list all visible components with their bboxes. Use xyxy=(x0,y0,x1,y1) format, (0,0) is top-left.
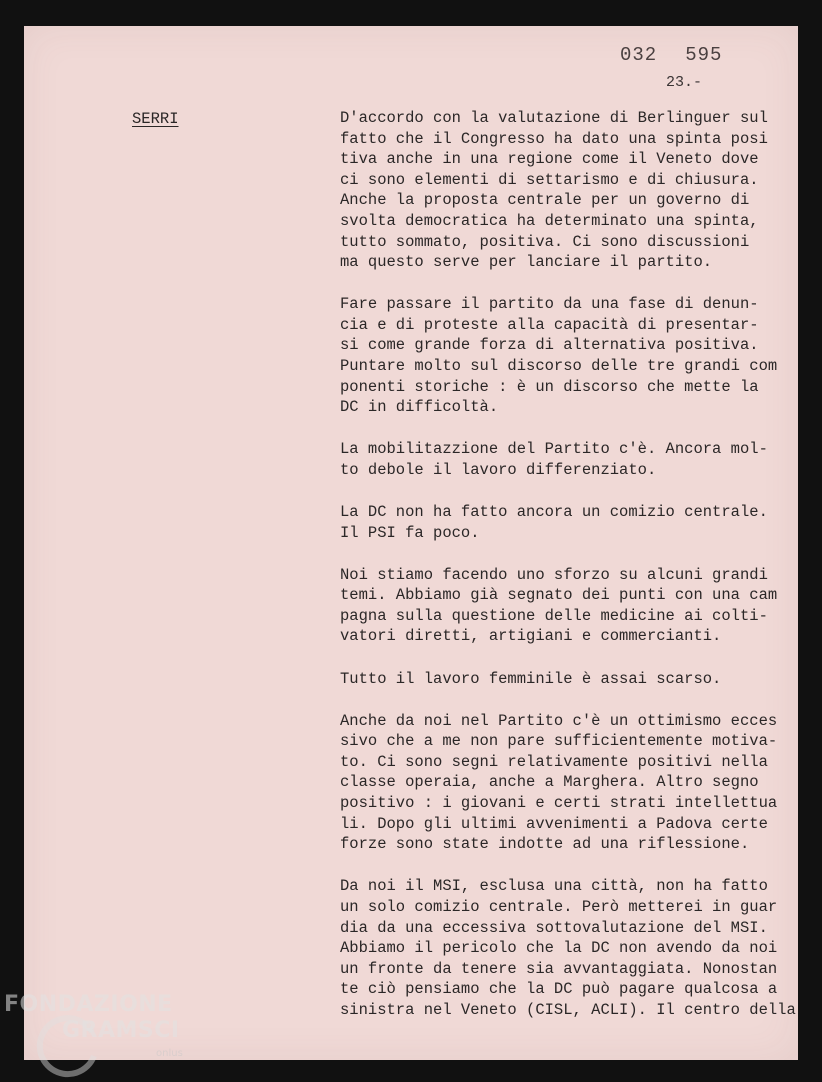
text-line: fatto che il Congresso ha dato una spinta posi xyxy=(340,129,768,148)
archive-number-part: 595 xyxy=(685,44,723,66)
text-line: Anche da noi nel Partito c'è un ottimismo ecces xyxy=(340,711,778,730)
text-line: to. Ci sono segni relativamente positivi nella xyxy=(340,752,768,771)
paragraph xyxy=(340,108,810,273)
text-line: ponenti storiche : è un discorso che mette la xyxy=(340,377,759,396)
text-line: dia da una eccessiva sottovalutazione del MSI. xyxy=(340,918,768,937)
text-line: tutto sommato, positiva. Ci sono discussioni xyxy=(340,232,750,251)
text-line: un solo comizio centrale. Però metterei in guar xyxy=(340,897,778,916)
paragraph xyxy=(340,294,810,418)
text-line: DC in difficoltà. xyxy=(340,398,499,417)
paragraph xyxy=(340,876,810,1020)
text-line: Il PSI fa poco. xyxy=(340,523,480,542)
text-line: li. Dopo gli ultimi avvenimenti a Padova certe xyxy=(340,814,768,833)
text-line: sinistra nel Veneto (CISL, ACLI). Il centro della xyxy=(340,1000,796,1019)
text-line: La DC non ha fatto ancora un comizio centrale. xyxy=(340,503,768,521)
text-line: si come grande forza di alternativa positiva. xyxy=(340,336,759,355)
text-line: temi. Abbiamo già segnato dei punti con una cam xyxy=(340,586,778,605)
text-line: D'accordo con la valutazione di Berlinguer sul xyxy=(340,109,768,127)
text-line: La mobilitazzione del Partito c'è. Ancora mol- xyxy=(340,440,768,459)
text-line: ci sono elementi di settarismo e di chiusura. xyxy=(340,170,759,189)
text-line: Abbiamo il pericolo che la DC non avendo da noi xyxy=(340,939,778,958)
text-line: Noi stiamo facendo uno sforzo su alcuni grandi xyxy=(340,565,768,584)
text-line: Tutto il lavoro femminile è assai scarso. xyxy=(340,669,722,688)
text-line: te ciò pensiamo che la DC può pagare qualcosa a xyxy=(340,980,778,999)
text-line: ma questo serve per lanciare il partito. xyxy=(340,253,713,272)
text-line: forze sono state indotte ad una riflessione. xyxy=(340,835,750,854)
text-line: to debole il lavoro differenziato. xyxy=(340,460,657,479)
paragraph xyxy=(340,711,810,855)
text-line: Puntare molto sul discorso delle tre grandi com xyxy=(340,357,778,376)
paragraph xyxy=(340,669,810,690)
text-line: pagna sulla questione delle medicine ai colti- xyxy=(340,606,768,625)
paragraph xyxy=(340,565,810,647)
text-line: Fare passare il partito da una fase di denun- xyxy=(340,295,759,314)
text-line: Anche la proposta centrale per un governo di xyxy=(340,191,750,210)
watermark-line1: FONDAZIONE xyxy=(4,992,173,1017)
archive-number-part: 032 xyxy=(620,44,658,66)
watermark-suffix: onlus xyxy=(156,1048,183,1059)
text-line: classe operaia, anche a Marghera. Altro segno xyxy=(340,773,759,792)
paragraph xyxy=(340,502,810,543)
paragraph xyxy=(340,439,810,480)
fondazione-gramsci-watermark xyxy=(4,992,204,1072)
watermark-line2: GRAMSCI xyxy=(62,1018,180,1043)
text-line: Da noi il MSI, esclusa una città, non ha fatto xyxy=(340,877,768,896)
archive-number xyxy=(620,44,722,66)
page-number: 23.- xyxy=(666,74,703,91)
text-line: sivo che a me non pare sufficientemente motiva- xyxy=(340,732,778,751)
text-line: svolta democratica ha determinato una spinta, xyxy=(340,211,759,230)
text-line: un fronte da tenere sia avvantaggiata. Nonostan xyxy=(340,959,778,978)
text-line: tiva anche in una regione come il Veneto dove xyxy=(340,150,759,169)
speaker-name: SERRI xyxy=(132,110,179,128)
text-line: cia e di proteste alla capacità di presentar- xyxy=(340,315,759,334)
speech-body xyxy=(340,108,810,1042)
text-line: positivo : i giovani e certi strati intellettua xyxy=(340,794,778,813)
text-line: vatori diretti, artigiani e commercianti. xyxy=(340,627,722,646)
